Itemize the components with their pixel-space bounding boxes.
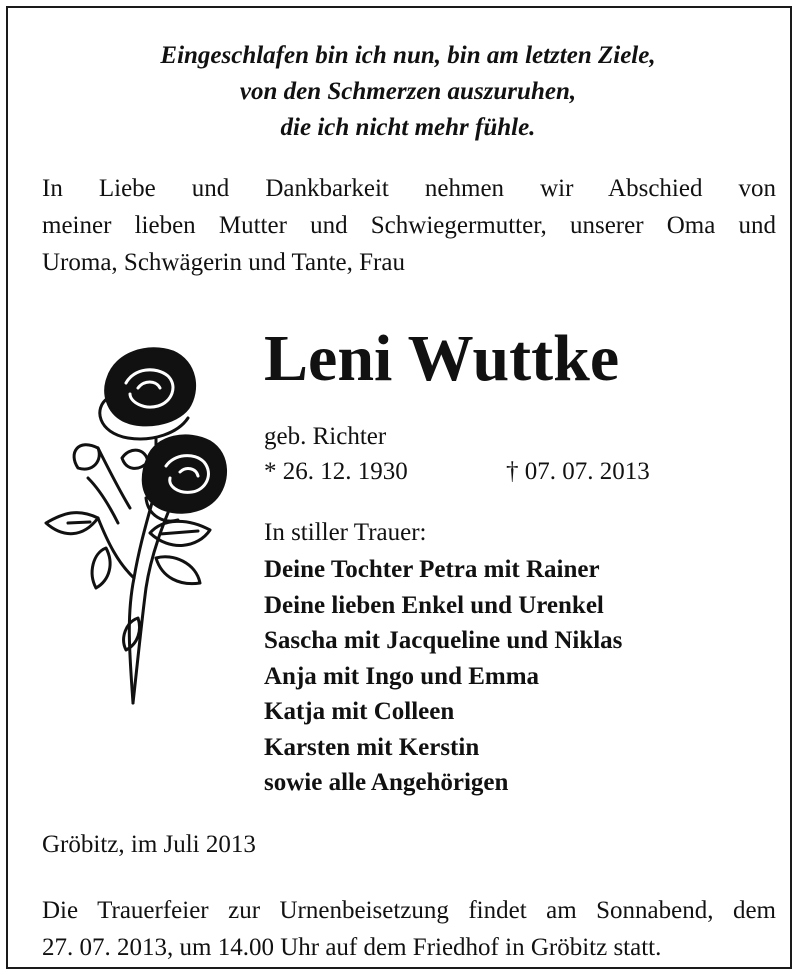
intro-line: Uroma, Schwägerin und Tante, Frau — [42, 249, 405, 276]
poem-line: Eingeschlafen bin ich nun, bin am letzten Ziele, — [160, 42, 656, 69]
poem-line: die ich nicht mehr fühle. — [280, 114, 536, 141]
mourner-line: Sascha mit Jacqueline und Niklas — [264, 627, 623, 654]
poem-line: von den Schmerzen auszuruhen, — [239, 78, 577, 105]
poem — [48, 38, 768, 146]
place-date: Gröbitz, im Juli 2013 — [42, 831, 256, 858]
death-date: † 07. 07. 2013 — [506, 458, 650, 485]
mourner-line: Karsten mit Kerstin — [264, 733, 480, 761]
obituary-frame — [6, 6, 792, 969]
birth-date: * 26. 12. 1930 — [264, 458, 408, 485]
deceased-name: Leni Wuttke — [264, 322, 620, 395]
intro-line: In Liebe und Dankbarkeit nehmen wir Abschied von — [42, 175, 776, 202]
intro-text — [42, 170, 776, 281]
ceremony-line: Die Trauerfeier zur Urnenbeisetzung findet am Sonnabend, dem — [42, 897, 776, 924]
mourner-line: Anja mit Ingo und Emma — [264, 662, 540, 690]
ceremony-text — [42, 892, 776, 966]
ceremony-line: 27. 07. 2013, um 14.00 Uhr auf dem Friedhof in Gröbitz statt. — [42, 934, 662, 961]
mourner-line: Deine Tochter Petra mit Rainer — [264, 556, 600, 583]
mourner-line: Katja mit Colleen — [264, 698, 455, 725]
rose-icon — [38, 338, 233, 708]
mourner-line: Deine lieben Enkel und Urenkel — [264, 591, 604, 619]
mourners-list — [264, 552, 622, 801]
mourner-line: sowie alle Angehörigen — [264, 769, 509, 796]
intro-line: meiner lieben Mutter und Schwiegermutter, unserer Oma und — [42, 212, 776, 239]
mourning-label: In stiller Trauer: — [264, 519, 427, 546]
maiden-name: geb. Richter — [264, 423, 387, 450]
